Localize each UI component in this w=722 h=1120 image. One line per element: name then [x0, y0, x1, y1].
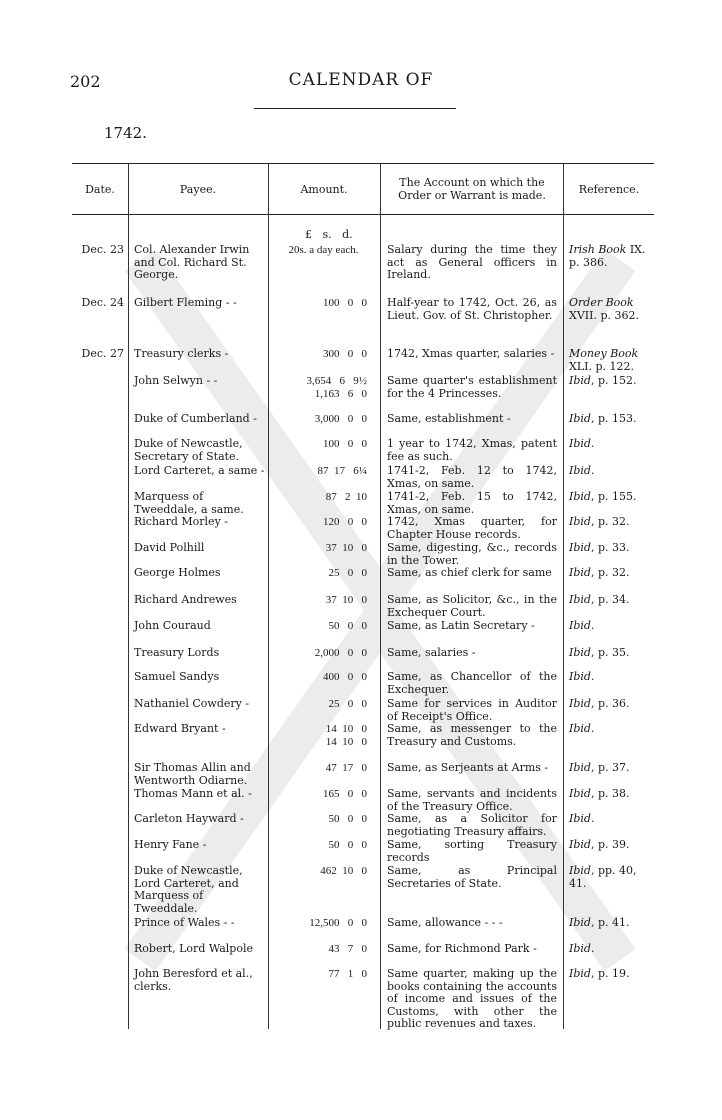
- row-amount: 20s. a day each.: [288, 244, 359, 256]
- year-heading: 1742.: [104, 124, 147, 142]
- row-reference: Ibid, p. 155.: [569, 490, 637, 503]
- row-amount: 120 0 0: [323, 516, 367, 528]
- row-account: 1742, Xmas quarter, salaries -: [387, 347, 555, 360]
- row-payee: Carleton Hayward -: [134, 812, 244, 825]
- row-payee: Col. Alexander Irwin and Col. Richard St. George.: [134, 243, 250, 281]
- header-payee: Payee.: [179, 182, 217, 196]
- row-reference: Ibid.: [569, 619, 595, 632]
- row-reference: Ibid, p. 41.: [569, 916, 630, 929]
- row-amount: 12,500 0 0: [309, 917, 367, 929]
- row-account: Same, digesting, &c., records in the Tower.: [387, 541, 557, 567]
- row-account: 1 year to 1742, Xmas, patent fee as such.: [387, 437, 557, 463]
- row-reference: Ibid, p. 38.: [569, 787, 630, 800]
- row-account: 1741-2, Feb. 12 to 1742, Xmas, on same.: [387, 464, 557, 490]
- row-reference: Ibid.: [569, 437, 595, 450]
- row-amount: 100 0 0: [323, 297, 367, 309]
- row-account: Same, for Richmond Park -: [387, 942, 537, 955]
- row-amount: 462 10 0: [320, 865, 367, 877]
- currency-header: £ s. d.: [305, 228, 353, 241]
- row-account: Same, servants and incidents of the Treasury Office.: [387, 787, 557, 813]
- row-account: Same, salaries -: [387, 646, 476, 659]
- header-reference: Reference.: [578, 182, 640, 196]
- page-number: 202: [70, 72, 101, 91]
- row-reference: Ibid, p. 32.: [569, 566, 630, 579]
- row-amount: 300 0 0: [323, 348, 367, 360]
- row-amount: 2,000 0 0: [314, 647, 367, 659]
- row-reference: Ibid.: [569, 722, 595, 735]
- row-account: 1742, Xmas quarter, for Chapter House records.: [387, 515, 557, 541]
- row-account: Same, as Solicitor, &c., in the Exchequer Court.: [387, 593, 557, 619]
- row-reference: Ibid, pp. 40, 41.: [569, 864, 637, 890]
- row-amount: 37 10 0: [325, 542, 367, 554]
- row-reference: Ibid, p. 34.: [569, 593, 630, 606]
- row-account: Same, establishment -: [387, 412, 511, 425]
- row-amount: 400 0 0: [323, 671, 367, 683]
- row-payee: Robert, Lord Walpole: [134, 942, 253, 955]
- row-date: Dec. 23: [81, 243, 124, 256]
- row-reference: Ibid, p. 33.: [569, 541, 630, 554]
- row-account: Same, as messenger to the Treasury and Customs.: [387, 722, 557, 748]
- row-reference: Ibid, p. 153.: [569, 412, 637, 425]
- row-account: Same quarter, making up the books containing the accounts of income and issues of the Customs, with other the public revenues and taxes.: [387, 967, 557, 1030]
- col-divider: [563, 164, 564, 1029]
- row-account: Same, as Serjeants at Arms -: [387, 761, 549, 774]
- row-date: Dec. 24: [81, 296, 124, 309]
- row-date: Dec. 27: [81, 347, 124, 360]
- row-payee: Prince of Wales - -: [134, 916, 235, 929]
- page-title: CALENDAR OF: [288, 70, 434, 90]
- row-account: Same quarter's establishment for the 4 Princesses.: [387, 374, 557, 400]
- row-account: Half-year to 1742, Oct. 26, as Lieut. Gov. of St. Christopher.: [387, 296, 557, 322]
- row-payee: John Beresford et al., clerks.: [134, 967, 253, 993]
- row-payee: Duke of Cumberland -: [134, 412, 257, 425]
- row-payee: Marquess of Tweeddale, a same.: [134, 490, 244, 516]
- row-amount: 3,654 6 9½ 1,163 6 0: [306, 375, 367, 400]
- row-payee: Richard Morley -: [134, 515, 228, 528]
- col-divider: [380, 164, 381, 1029]
- row-amount: 100 0 0: [323, 438, 367, 450]
- row-reference: Ibid, p. 32.: [569, 515, 630, 528]
- row-account: 1741-2, Feb. 15 to 1742, Xmas, on same.: [387, 490, 557, 516]
- row-payee: Thomas Mann et al. -: [134, 787, 252, 800]
- row-payee: Treasury clerks -: [134, 347, 229, 360]
- row-reference: Irish Book IX. p. 386.: [569, 243, 646, 269]
- row-account: Same, as Principal Secretaries of State.: [387, 864, 557, 890]
- row-payee: Gilbert Fleming - -: [134, 296, 237, 309]
- row-payee: Richard Andrewes: [134, 593, 237, 606]
- row-reference: Ibid, p. 152.: [569, 374, 637, 387]
- row-payee: David Polhill: [134, 541, 205, 554]
- row-amount: 25 0 0: [328, 698, 367, 710]
- row-account: Same, as a Solicitor for negotiating Treasury affairs.: [387, 812, 557, 838]
- header-date: Date.: [85, 182, 115, 196]
- col-divider: [128, 164, 129, 1029]
- row-account: Same for services in Auditor of Receipt's Office.: [387, 697, 557, 723]
- row-amount: 50 0 0: [328, 620, 367, 632]
- row-reference: Money Book XLI. p. 122.: [569, 347, 639, 373]
- row-account: Salary during the time they act as General officers in Ireland.: [387, 243, 557, 281]
- row-account: Same, as Chancellor of the Exchequer.: [387, 670, 557, 696]
- row-payee: John Selwyn - -: [134, 374, 218, 387]
- table-header-rule: [72, 214, 654, 215]
- row-reference: Ibid, p. 39.: [569, 838, 630, 851]
- header-account: The Account on which the Order or Warrant is made.: [398, 176, 546, 202]
- row-payee: Treasury Lords: [134, 646, 220, 659]
- row-payee: Edward Bryant -: [134, 722, 226, 735]
- row-amount: 25 0 0: [328, 567, 367, 579]
- row-amount: 50 0 0: [328, 839, 367, 851]
- row-payee: Duke of Newcastle, Secretary of State.: [134, 437, 243, 463]
- row-reference: Ibid, p. 36.: [569, 697, 630, 710]
- row-account: Same, as chief clerk for same: [387, 566, 552, 579]
- row-reference: Ibid.: [569, 464, 595, 477]
- row-amount: 37 10 0: [325, 594, 367, 606]
- row-reference: Ibid, p. 37.: [569, 761, 630, 774]
- row-amount: 77 1 0: [328, 968, 367, 980]
- row-reference: Ibid.: [569, 942, 595, 955]
- row-amount: 87 2 10: [325, 491, 367, 503]
- row-amount: 87 17 6¼: [317, 465, 367, 477]
- row-payee: John Couraud: [134, 619, 211, 632]
- row-account: Same, allowance - - -: [387, 916, 503, 929]
- row-payee: Duke of Newcastle, Lord Carteret, and Marquess of Tweeddale.: [134, 864, 243, 915]
- row-amount: 47 17 0: [325, 762, 367, 774]
- row-amount: 3,000 0 0: [314, 413, 367, 425]
- row-payee: George Holmes: [134, 566, 221, 579]
- row-payee: Lord Carteret, a same -: [134, 464, 265, 477]
- row-amount: 50 0 0: [328, 813, 367, 825]
- row-amount: 14 10 0 14 10 0: [325, 723, 367, 748]
- col-divider: [268, 164, 269, 1029]
- row-account: Same, as Latin Secretary -: [387, 619, 535, 632]
- row-reference: Ibid, p. 35.: [569, 646, 630, 659]
- row-payee: Henry Fane -: [134, 838, 207, 851]
- row-reference: Ibid.: [569, 670, 595, 683]
- row-reference: Order Book XVII. p. 362.: [569, 296, 639, 322]
- row-payee: Samuel Sandys: [134, 670, 220, 683]
- row-amount: 165 0 0: [323, 788, 367, 800]
- row-amount: 43 7 0: [328, 943, 367, 955]
- header-amount: Amount.: [300, 182, 348, 196]
- row-payee: Sir Thomas Allin and Wentworth Odiarne.: [134, 761, 251, 787]
- title-rule: [254, 108, 456, 109]
- row-reference: Ibid, p. 19.: [569, 967, 630, 980]
- row-payee: Nathaniel Cowdery -: [134, 697, 250, 710]
- row-account: Same, sorting Treasury records: [387, 838, 557, 864]
- row-reference: Ibid.: [569, 812, 595, 825]
